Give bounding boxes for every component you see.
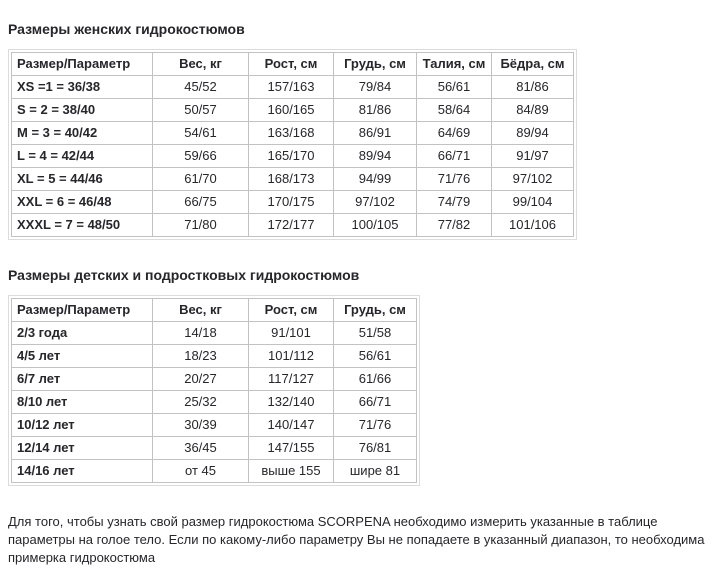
kids-sizes-title: Размеры детских и подростковых гидрокостюмов [8,267,360,283]
table-row [12,414,417,437]
value-cell: 117/127 [249,368,334,391]
value-cell: 89/94 [334,145,417,168]
kids-sizes-table-frame [8,295,420,486]
value-cell: 101/106 [492,214,574,237]
value-cell: 160/165 [249,99,334,122]
value-cell: 172/177 [249,214,334,237]
column-header: Вес, кг [153,299,249,322]
table-row [12,145,574,168]
row-label-cell: 12/14 лет [12,437,153,460]
value-cell: 25/32 [153,391,249,414]
value-cell: 157/163 [249,76,334,99]
row-label-cell: M = 3 = 40/42 [12,122,153,145]
value-cell: 56/61 [334,345,417,368]
value-cell: 99/104 [492,191,574,214]
value-cell: от 45 [153,460,249,483]
value-cell: 58/64 [417,99,492,122]
value-cell: 77/82 [417,214,492,237]
value-cell: 45/52 [153,76,249,99]
value-cell: 97/102 [492,168,574,191]
row-label-cell: S = 2 = 38/40 [12,99,153,122]
value-cell: 100/105 [334,214,417,237]
value-cell: 81/86 [492,76,574,99]
value-cell: 76/81 [334,437,417,460]
value-cell: 71/76 [334,414,417,437]
value-cell: 36/45 [153,437,249,460]
value-cell: 91/97 [492,145,574,168]
value-cell: 101/112 [249,345,334,368]
value-cell: 97/102 [334,191,417,214]
value-cell: 165/170 [249,145,334,168]
table-row [12,391,417,414]
value-cell: 168/173 [249,168,334,191]
table-row [12,437,417,460]
table-row [12,122,574,145]
row-label-cell: L = 4 = 42/44 [12,145,153,168]
table-row [12,76,574,99]
row-label-cell: 14/16 лет [12,460,153,483]
table-row [12,345,417,368]
value-cell: 91/101 [249,322,334,345]
value-cell: 54/61 [153,122,249,145]
row-label-cell: XL = 5 = 44/46 [12,168,153,191]
value-cell: 66/75 [153,191,249,214]
value-cell: 20/27 [153,368,249,391]
row-label-cell: 4/5 лет [12,345,153,368]
value-cell: 61/70 [153,168,249,191]
table-row [12,168,574,191]
value-cell: 14/18 [153,322,249,345]
value-cell: 147/155 [249,437,334,460]
value-cell: 50/57 [153,99,249,122]
header-row [12,53,574,76]
column-header: Рост, см [249,299,334,322]
row-label-cell: 10/12 лет [12,414,153,437]
row-label-cell: XS =1 = 36/38 [12,76,153,99]
women-sizes-table [11,52,574,237]
value-cell: 30/39 [153,414,249,437]
measurement-note: Для того, чтобы узнать свой размер гидрокостюма SCORPENA необходимо измерить указанные в таблице параметры на голое тело. Если по какому-либо параметру Вы не попадаете в указанный диапазон, то необходима примерка гидрокостюма [8,514,705,565]
column-header: Грудь, см [334,299,417,322]
column-header: Размер/Параметр [12,299,153,322]
value-cell: 89/94 [492,122,574,145]
value-cell: 84/89 [492,99,574,122]
value-cell: 74/79 [417,191,492,214]
table-row [12,322,417,345]
row-label-cell: XXXL = 7 = 48/50 [12,214,153,237]
value-cell: 81/86 [334,99,417,122]
header-row [12,299,417,322]
table-row [12,368,417,391]
value-cell: 79/84 [334,76,417,99]
kids-sizes-table [11,298,417,483]
value-cell: 59/66 [153,145,249,168]
table-row [12,460,417,483]
value-cell: 140/147 [249,414,334,437]
value-cell: 61/66 [334,368,417,391]
column-header: Вес, кг [153,53,249,76]
table-row [12,99,574,122]
value-cell: 170/175 [249,191,334,214]
value-cell: 56/61 [417,76,492,99]
table-row [12,214,574,237]
column-header: Грудь, см [334,53,417,76]
value-cell: 64/69 [417,122,492,145]
row-label-cell: 2/3 года [12,322,153,345]
row-label-cell: 6/7 лет [12,368,153,391]
value-cell: 94/99 [334,168,417,191]
value-cell: 71/80 [153,214,249,237]
value-cell: 66/71 [334,391,417,414]
women-sizes-table-frame [8,49,577,240]
value-cell: 163/168 [249,122,334,145]
value-cell: выше 155 [249,460,334,483]
value-cell: 132/140 [249,391,334,414]
column-header: Бёдра, см [492,53,574,76]
value-cell: 51/58 [334,322,417,345]
value-cell: 71/76 [417,168,492,191]
column-header: Талия, см [417,53,492,76]
value-cell: 86/91 [334,122,417,145]
row-label-cell: 8/10 лет [12,391,153,414]
women-sizes-title: Размеры женских гидрокостюмов [8,21,245,37]
value-cell: шире 81 [334,460,417,483]
value-cell: 18/23 [153,345,249,368]
column-header: Размер/Параметр [12,53,153,76]
row-label-cell: XXL = 6 = 46/48 [12,191,153,214]
table-row [12,191,574,214]
value-cell: 66/71 [417,145,492,168]
column-header: Рост, см [249,53,334,76]
